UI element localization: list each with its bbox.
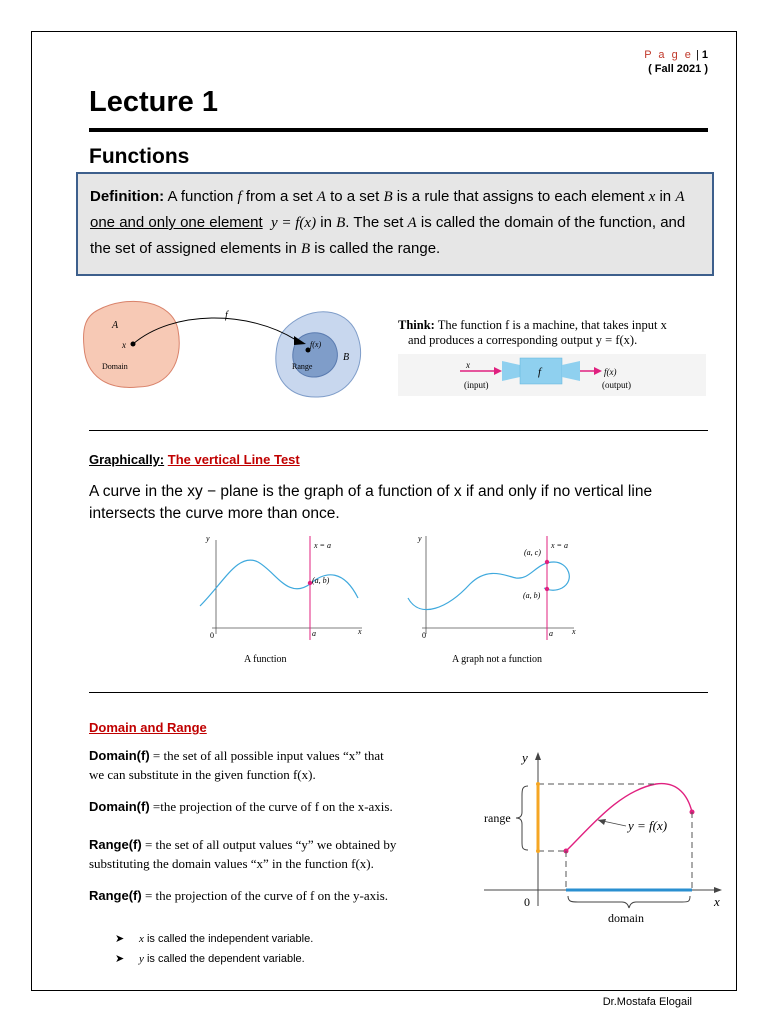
curve <box>200 560 358 606</box>
arrow-bullet-icon: ➤ <box>115 953 125 965</box>
var-x: x <box>648 189 656 205</box>
bullet-var: y <box>139 953 144 965</box>
arrowhead-icon <box>535 752 541 760</box>
bullet-item <box>115 949 313 969</box>
point-x <box>131 342 136 347</box>
x-axis-label: x <box>572 627 576 636</box>
y-axis-label: y <box>418 534 422 543</box>
bullet-item <box>115 929 313 949</box>
graph-caption: A function <box>244 654 287 665</box>
range-projection <box>89 886 489 905</box>
var-b: B <box>336 215 346 231</box>
range-endpoint <box>536 782 540 786</box>
domain-label: domain <box>608 911 644 925</box>
range-endpoint <box>536 849 540 853</box>
point-label: (a, b) <box>312 576 330 585</box>
a-label: a <box>312 629 316 638</box>
x-label: x <box>122 340 126 350</box>
fx-label: f(x) <box>310 340 322 349</box>
page-header <box>644 48 708 76</box>
range-lead: Range(f) <box>89 837 142 852</box>
page-label: P a g e <box>644 49 693 61</box>
domain-lead: Domain(f) <box>89 799 150 814</box>
divider <box>89 692 708 693</box>
definition-box <box>76 172 714 276</box>
definition-text: A function <box>164 188 238 205</box>
definition-lead: Definition: <box>90 188 165 205</box>
definition-text: is called the range. <box>310 240 441 257</box>
bullet-text: is called the dependent variable. <box>143 953 305 965</box>
domain-projection <box>89 797 489 816</box>
line-label: x = a <box>551 541 568 550</box>
think-line: and produces a corresponding output y = f(x). <box>408 333 638 347</box>
section-title: Functions <box>89 145 190 168</box>
intersection-point-bottom <box>545 587 549 591</box>
definition-text: in <box>655 188 676 205</box>
domain-range-graph <box>478 746 726 928</box>
output-label: (output) <box>602 380 631 390</box>
divider <box>89 430 708 431</box>
domain-range-heading <box>89 720 207 735</box>
range-label: range <box>484 811 511 825</box>
origin-label: 0 <box>210 631 214 640</box>
definition-text: to a set <box>325 188 384 205</box>
x-axis-label: x <box>714 894 720 909</box>
f-label: f <box>225 310 228 321</box>
range-text: = the projection of the curve of f on the y-axis. <box>141 888 389 903</box>
var-f: f <box>237 189 242 205</box>
domain-text: we can substitute in the given function f(x). <box>89 767 316 782</box>
footer-author: Dr.Mostafa Elogail <box>602 996 692 1008</box>
set-a-label: A <box>112 320 119 331</box>
bullet-var: x <box>139 933 144 945</box>
range-text: substituting the domain values “x” in the function f(x). <box>89 856 374 871</box>
point-bottom-label: (a, b) <box>523 591 541 600</box>
input-x: x <box>466 360 470 370</box>
think-lead: Think: <box>398 318 435 332</box>
term-label: ( Fall 2021 ) <box>648 63 708 75</box>
range-brace <box>516 786 528 850</box>
definition-underlined: one and only one element <box>90 214 263 231</box>
bullet-list <box>115 929 313 969</box>
var-b: B <box>300 241 311 257</box>
arrow-bullet-icon: ➤ <box>115 933 125 945</box>
vlt-heading <box>89 452 300 467</box>
arrowhead-icon <box>598 819 606 825</box>
point-top-label: (a, c) <box>524 548 541 557</box>
lecture-title: Lecture 1 <box>89 86 218 118</box>
range-lead: Range(f) <box>89 888 142 903</box>
input-label: (input) <box>464 380 489 390</box>
var-a: A <box>675 189 685 205</box>
domain-text: =the projection of the curve of f on the x-axis. <box>149 799 393 814</box>
definition-text: is called the domain of the function, and the set of assigned elements in <box>90 214 686 257</box>
title-rule <box>89 128 708 132</box>
curve <box>408 562 569 610</box>
a-label: a <box>549 629 553 638</box>
vlt-lead: Graphically: <box>89 452 165 467</box>
page-separator: | <box>692 49 702 61</box>
bullet-text: is called the independent variable. <box>143 933 314 945</box>
var-a: A <box>407 215 417 231</box>
range-text: = the set of all output values “y” we obtained by <box>141 837 397 852</box>
origin-label: 0 <box>524 895 530 909</box>
domain-range-title: Domain and Range <box>89 720 207 735</box>
output-fx: f(x) <box>604 367 617 377</box>
think-text <box>398 318 667 348</box>
range-definition <box>89 835 469 873</box>
definition-text: from a set <box>241 188 317 205</box>
definition-equation: y = f(x) <box>270 215 317 231</box>
domain-lead: Domain(f) <box>89 748 150 763</box>
page-number: 1 <box>701 49 708 61</box>
domain-text: = the set of all possible input values “x” that <box>149 748 384 763</box>
var-b: B <box>383 189 393 205</box>
domain-label: Domain <box>102 362 128 371</box>
machine-f: f <box>538 366 542 378</box>
vlt-text: A curve in the xy − plane is the graph of a function of x if and only if no vertical line intersects the curve more than once. <box>89 483 653 522</box>
vlt-title: The vertical Line Test <box>167 452 300 467</box>
graph-not-function <box>406 532 584 670</box>
y-axis-label: y <box>522 750 528 765</box>
mapping-diagram <box>78 292 378 412</box>
curve-label: y = f(x) <box>628 818 668 833</box>
intersection-point-top <box>545 560 549 564</box>
line-label: x = a <box>314 541 331 550</box>
y-axis-label: y <box>206 534 210 543</box>
domain-definition <box>89 746 469 784</box>
var-a: A <box>316 189 326 205</box>
graph-function <box>196 532 368 670</box>
origin-label: 0 <box>422 631 426 640</box>
domain-brace <box>568 896 690 908</box>
x-axis-label: x <box>358 627 362 636</box>
set-b-label: B <box>343 352 350 363</box>
definition-text: . The set <box>345 214 408 231</box>
graph-caption: A graph not a function <box>452 654 542 665</box>
arrowhead-icon <box>714 887 722 893</box>
definition-text: is a rule that assigns to each element <box>392 188 649 205</box>
think-line: The function f is a machine, that takes input x <box>434 318 667 332</box>
definition-text: in <box>316 214 337 231</box>
range-label: Range <box>292 362 313 371</box>
function-machine <box>398 354 706 396</box>
